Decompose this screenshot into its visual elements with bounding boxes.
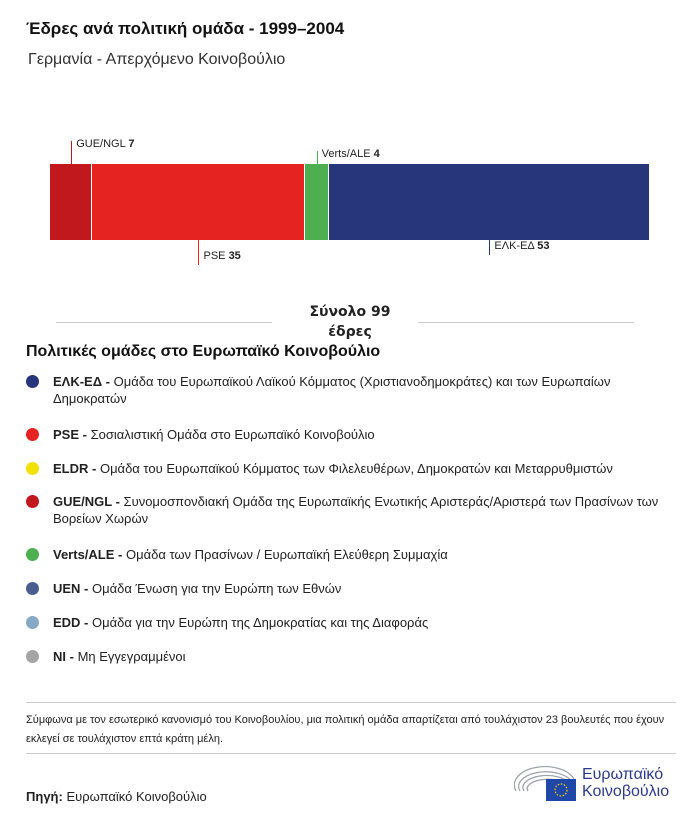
legend-abbr: UEN - [53,581,89,596]
legend-abbr: Verts/ALE - [53,547,123,562]
divider [56,322,272,323]
legend-dot-icon [26,616,39,629]
segment-name: GUE/NGL [76,138,129,150]
ep-logo [514,765,669,801]
legend-text [53,648,186,665]
bar-segment [92,164,304,240]
bar-segment [329,164,650,240]
legend-dot-icon [26,495,39,508]
legend-abbr: EDD - [53,615,89,630]
legend-dot-icon [26,582,39,595]
total-seats [290,302,410,342]
segment-value: 7 [128,138,135,150]
logo-line1: Ευρωπαϊκό [582,766,664,783]
legend-desc: Ομάδα του Ευρωπαϊκού Λαϊκού Κόμματος (Χριστιανοδημοκράτες) και των Ευρωπαίων Δημοκρατών [53,374,611,406]
legend-item [26,493,676,527]
legend-item [26,426,676,443]
legend-abbr: PSE - [53,427,87,442]
label-leader-line [489,240,490,255]
legend-abbr: ELDR - [53,461,97,476]
legend-dot-icon [26,548,39,561]
chart-subtitle: Γερμανία - Απερχόμενο Κοινοβούλιο [28,51,286,68]
source [26,789,207,804]
segment-name: PSE [203,250,229,262]
segment-label [203,250,240,262]
legend-item [26,460,676,477]
legend-desc: Σοσιαλιστική Ομάδα στο Ευρωπαϊκό Κοινοβούλιο [86,427,375,442]
label-leader-line [198,240,199,265]
total-label: Σύνολο 99 [309,304,391,320]
divider [418,322,634,323]
legend-text [53,426,375,443]
stacked-bar [50,164,650,240]
legend-desc: Μη Εγγεγραμμένοι [73,649,186,664]
label-leader-line [71,141,72,164]
source-label: Πηγή: [26,789,63,804]
segment-label [76,138,134,150]
legend-desc: Ομάδα για την Ευρώπη της Δημοκρατίας και της Διαφοράς [88,615,429,630]
legend-dot-icon [26,428,39,441]
legend-text [53,580,341,597]
legend-title: Πολιτικές ομάδες στο Ευρωπαϊκό Κοινοβούλιο [26,343,381,360]
source-value: Ευρωπαϊκό Κοινοβούλιο [62,789,207,804]
segment-name: Verts/ALE [321,148,374,160]
legend-desc: Ομάδα Ένωση για την Ευρώπη των Εθνών [88,581,342,596]
legend-dot-icon [26,375,39,388]
legend-dot-icon [26,462,39,475]
legend-text [53,460,613,477]
logo-line2: Κοινοβούλιο [582,783,670,800]
legend-abbr: GUE/NGL - [53,494,120,509]
legend-item [26,373,676,407]
legend-text [53,546,448,563]
legend-abbr: NI - [53,649,74,664]
total-unit: έδρες [328,324,372,340]
legend-desc: Ομάδα του Ευρωπαϊκού Κόμματος των Φιλελευθέρων, Δημοκρατών και Μεταρρυθμιστών [96,461,613,476]
legend-item [26,580,676,597]
legend-item [26,546,676,563]
segment-label [322,148,380,160]
divider [26,702,676,703]
legend-desc: Συνομοσπονδιακή Ομάδα της Ευρωπαϊκής Ενωτικής Αριστεράς/Αριστερά των Πρασίνων των Βορείων Χωρών [53,494,659,526]
parliament-hemicycle-icon [514,765,576,801]
segment-value: 4 [373,148,380,160]
legend-abbr: ΕΛΚ-ΕΔ - [53,374,111,389]
legend-text [53,493,676,527]
legend-desc: Ομάδα των Πρασίνων / Ευρωπαϊκή Ελεύθερη Συμμαχία [122,547,448,562]
divider [26,753,676,754]
legend-text [53,614,428,631]
bar-segment [305,164,329,240]
segment-name: ΕΛΚ-ΕΔ [494,240,538,252]
footnote: Σύμφωνα με τον εσωτερικό κανονισμό του Κοινοβουλίου, μια πολιτική ομάδα απαρτίζεται από τουλάχιστον 23 βουλευτές που έχουν εκλεγεί σε τουλάχιστον επτά κράτη μέλη. [26,714,665,745]
legend-item [26,614,676,631]
segment-value: 53 [537,240,550,252]
segment-label [494,240,549,252]
bar-segment [50,164,92,240]
legend-item [26,648,676,665]
legend-dot-icon [26,650,39,663]
segment-value: 35 [228,250,241,262]
chart-title: Έδρες ανά πολιτική ομάδα - 1999–2004 [26,19,345,38]
label-leader-line [317,151,318,164]
legend-text [53,373,676,407]
